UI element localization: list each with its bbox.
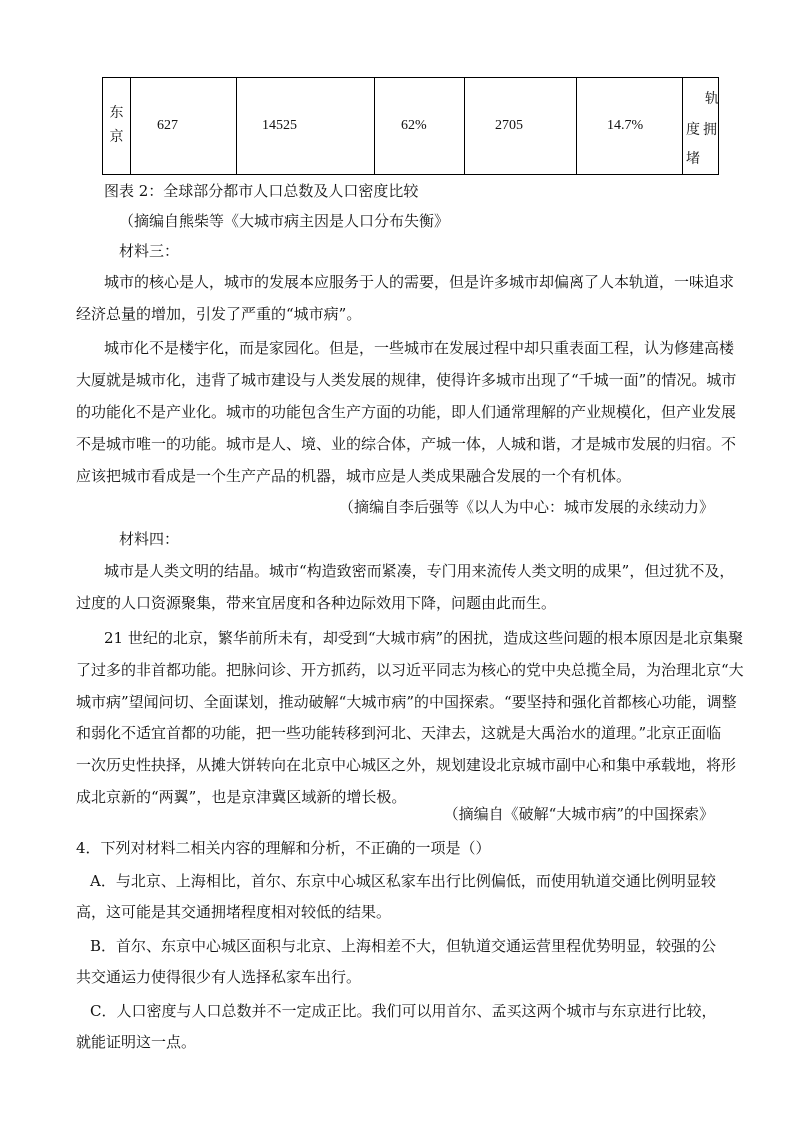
- option-a-line: A．与北京、上海相比，首尔、东京中心城区私家车出行比例偏低，而使用轨道交通比例明显较: [90, 872, 716, 890]
- cell-value: 14525: [262, 118, 297, 133]
- paragraph-line: 过度的人口资源聚集，带来宜居度和各种边际效用下降，问题由此而生。: [76, 594, 557, 612]
- cell-char: 拥: [703, 123, 717, 138]
- paragraph-line: 城市的核心是人，城市的发展本应服务于人的需要，但是许多城市却偏离了人本轨道，一味追求: [104, 273, 735, 291]
- source-citation: （摘编自李后强等《以人为中心：城市发展的永续动力》: [338, 498, 714, 516]
- city-cell: [103, 78, 131, 175]
- question-stem: 4．下列对材料二相关内容的理解和分析，不正确的一项是（）: [76, 839, 491, 857]
- cell-value: 14.7%: [607, 118, 644, 133]
- paragraph-line: 城市是人类文明的结晶。城市“构造致密而紧凑，专门用来流传人类文明的成果”，但过犹不及，: [104, 562, 735, 580]
- section-heading: 材料四：: [119, 530, 180, 548]
- paragraph-line: 经济总量的增加，引发了严重的“城市病”。: [76, 305, 362, 323]
- cell-value: 627: [157, 118, 178, 133]
- option-c-line: 就能证明这一点。: [76, 1033, 197, 1051]
- paragraph-line: 不是城市唯一的功能。城市是人、境、业的综合体，产城一体，人城和谐，才是城市发展的归宿。不: [76, 435, 737, 453]
- option-c-line: C．人口密度与人口总数并不一定成正比。我们可以用首尔、孟买这两个城市与东京进行比较，: [90, 1002, 717, 1020]
- source-citation: （摘编自《破解“大城市病”的中国探索》: [443, 805, 714, 823]
- option-a-line: 高，这可能是其交通拥堵程度相对较低的结果。: [76, 903, 392, 921]
- cell-char: 度: [686, 123, 700, 138]
- table-cell: [465, 78, 577, 175]
- paragraph-line: 成北京新的“两翼”，也是京津冀区域新的增长极。: [76, 788, 407, 806]
- data-table-fragment: [102, 77, 719, 175]
- table-cell: [375, 78, 465, 175]
- paragraph-line: 了过多的非首都功能。把脉问诊、开方抓药，以习近平同志为核心的党中央总揽全局，为治理北京“大: [76, 661, 744, 679]
- figure-caption: 图表 2：全球部分都市人口总数及人口密度比较: [104, 182, 419, 200]
- paragraph-line: 21 世纪的北京，繁华前所未有，却受到“大城市病”的困扰，造成这些问题的根本原因是北京集聚: [104, 629, 744, 647]
- table-row: [103, 78, 719, 175]
- paragraph-line: 的功能化不是产业化。城市的功能包含生产方面的功能，即人们通常理解的产业规模化，但产业发展: [76, 403, 737, 421]
- paragraph-line: 城市病”望闻问切、全面谋划，推动破解“大城市病”的中国探索。“要坚持和强化首都核心功能，调整: [76, 693, 737, 711]
- cell-char: 堵: [686, 152, 700, 167]
- paragraph-line: 和弱化不适宜首都的功能，把一些功能转移到河北、天津去，这就是大禹治水的道理。”北京正面临: [76, 724, 722, 742]
- paragraph-line: 一次历史性抉择，从摊大饼转向在北京中心城区之外，规划建设北京城市副中心和集中承载地，将形: [76, 756, 737, 774]
- table-cell: [237, 78, 375, 175]
- option-b-line: 共交通运力使得很少有人选择私家车出行。: [76, 968, 362, 986]
- paragraph-line: 应该把城市看成是一个生产产品的机器，城市应是人类成果融合发展的一个有机体。: [76, 467, 632, 485]
- option-b-line: B．首尔、东京中心城区面积与北京、上海相差不大，但轨道交通运营里程优势明显，较强的公: [90, 937, 717, 955]
- table-cell: [577, 78, 683, 175]
- city-name: 东京: [109, 106, 124, 145]
- cell-char: 轨: [705, 92, 719, 107]
- cell-value: 2705: [495, 118, 523, 133]
- table-cell: [131, 78, 237, 175]
- paragraph-line: 城市化不是楼宇化，而是家园化。但是，一些城市在发展过程中却只重表面工程，认为修建高楼: [104, 339, 735, 357]
- section-heading: 材料三：: [119, 242, 180, 260]
- paragraph-line: 大厦就是城市化，违背了城市建设与人类发展的规律，使得许多城市出现了“千城一面”的情况。城市: [76, 371, 737, 389]
- cell-value: 62%: [401, 118, 427, 133]
- source-citation: （摘编自熊柴等《大城市病主因是人口分布失衡》: [119, 212, 450, 230]
- table-cell-wrapped: [683, 78, 719, 175]
